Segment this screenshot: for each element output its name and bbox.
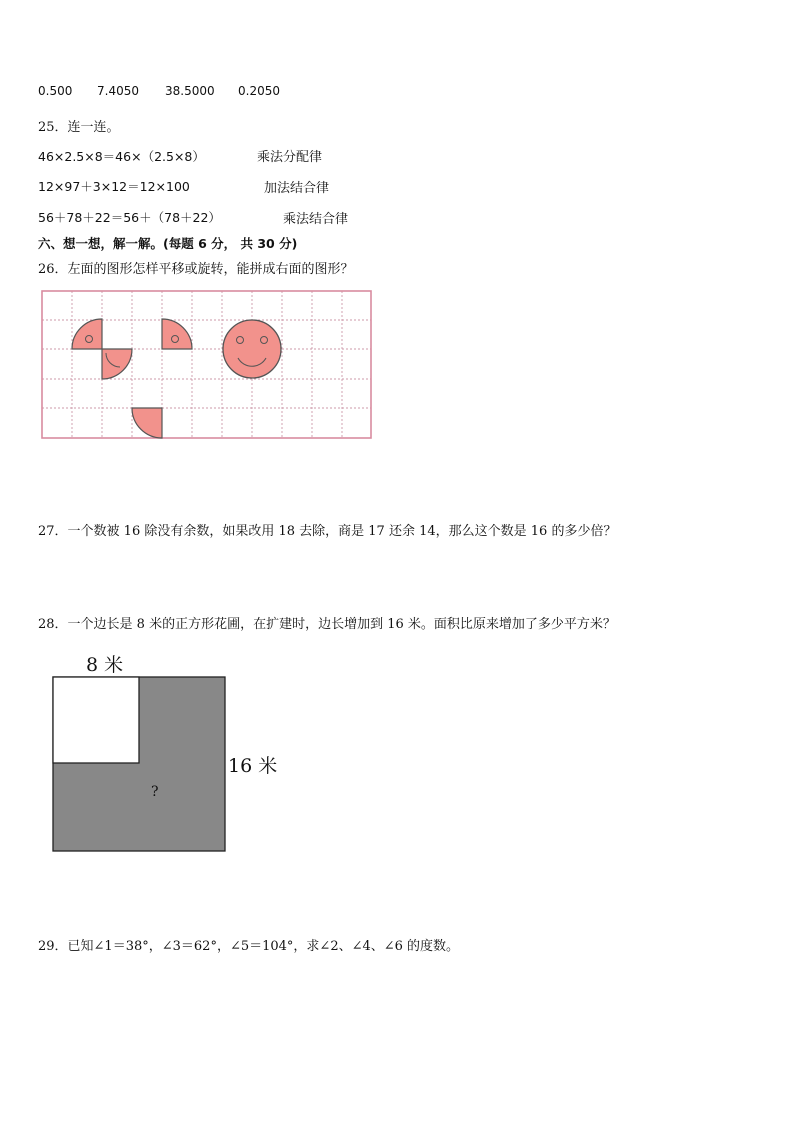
q25-law: 乘法分配律 bbox=[257, 150, 323, 165]
quarter-circle-piece-mouth-left bbox=[102, 349, 132, 379]
quarter-circle-piece-eye-left bbox=[72, 319, 102, 349]
q27-text: 27．一个数被 16 除没有余数，如果改用 18 去除，商是 17 还余 14，那么这个数是 16 的多少倍？ bbox=[38, 524, 617, 539]
quarter-circle-piece-mouth-bottom bbox=[132, 408, 162, 438]
q26-text: 26．左面的图形怎样平移或旋转，能拼成右面的图形？ bbox=[38, 262, 354, 277]
q29-text: 29．已知∠1＝38°，∠3＝62°，∠5＝104°，求∠2、∠4、∠6 的度数。 bbox=[38, 939, 460, 954]
q25-law: 加法结合律 bbox=[264, 181, 330, 196]
q25-equation: 12×97＋3×12＝12×100 bbox=[38, 179, 190, 194]
section-heading: 六、想一想，解一解。(每题 6 分， 共 30 分) bbox=[38, 236, 298, 251]
answer-value: 0.500 bbox=[38, 84, 73, 98]
grid-lines bbox=[42, 291, 371, 438]
q28-text: 28．一个边长是 8 米的正方形花圃，在扩建时，边长增加到 16 米。面积比原来增加了多少平方米？ bbox=[38, 617, 616, 632]
unknown-area-mark: ? bbox=[151, 784, 159, 800]
answer-value: 38.5000 bbox=[165, 84, 215, 98]
smiley-face-target bbox=[223, 320, 281, 378]
answer-value: 7.4050 bbox=[97, 84, 139, 98]
side-length-label-right: 16 米 bbox=[228, 755, 278, 777]
q26-grid-figure bbox=[40, 289, 373, 441]
answer-value: 0.2050 bbox=[238, 84, 280, 98]
q25-law: 乘法结合律 bbox=[283, 212, 349, 227]
side-length-label-top: 8 米 bbox=[86, 654, 124, 676]
q25-title: 25．连一连。 bbox=[38, 120, 120, 135]
grid-border bbox=[42, 291, 371, 438]
quarter-circle-piece-eye-right bbox=[162, 319, 192, 349]
square-garden-figure bbox=[52, 676, 228, 854]
q25-equation: 56＋78＋22＝56＋（78＋22） bbox=[38, 210, 221, 225]
original-square bbox=[53, 677, 139, 763]
q25-equation: 46×2.5×8＝46×（2.5×8） bbox=[38, 149, 205, 164]
